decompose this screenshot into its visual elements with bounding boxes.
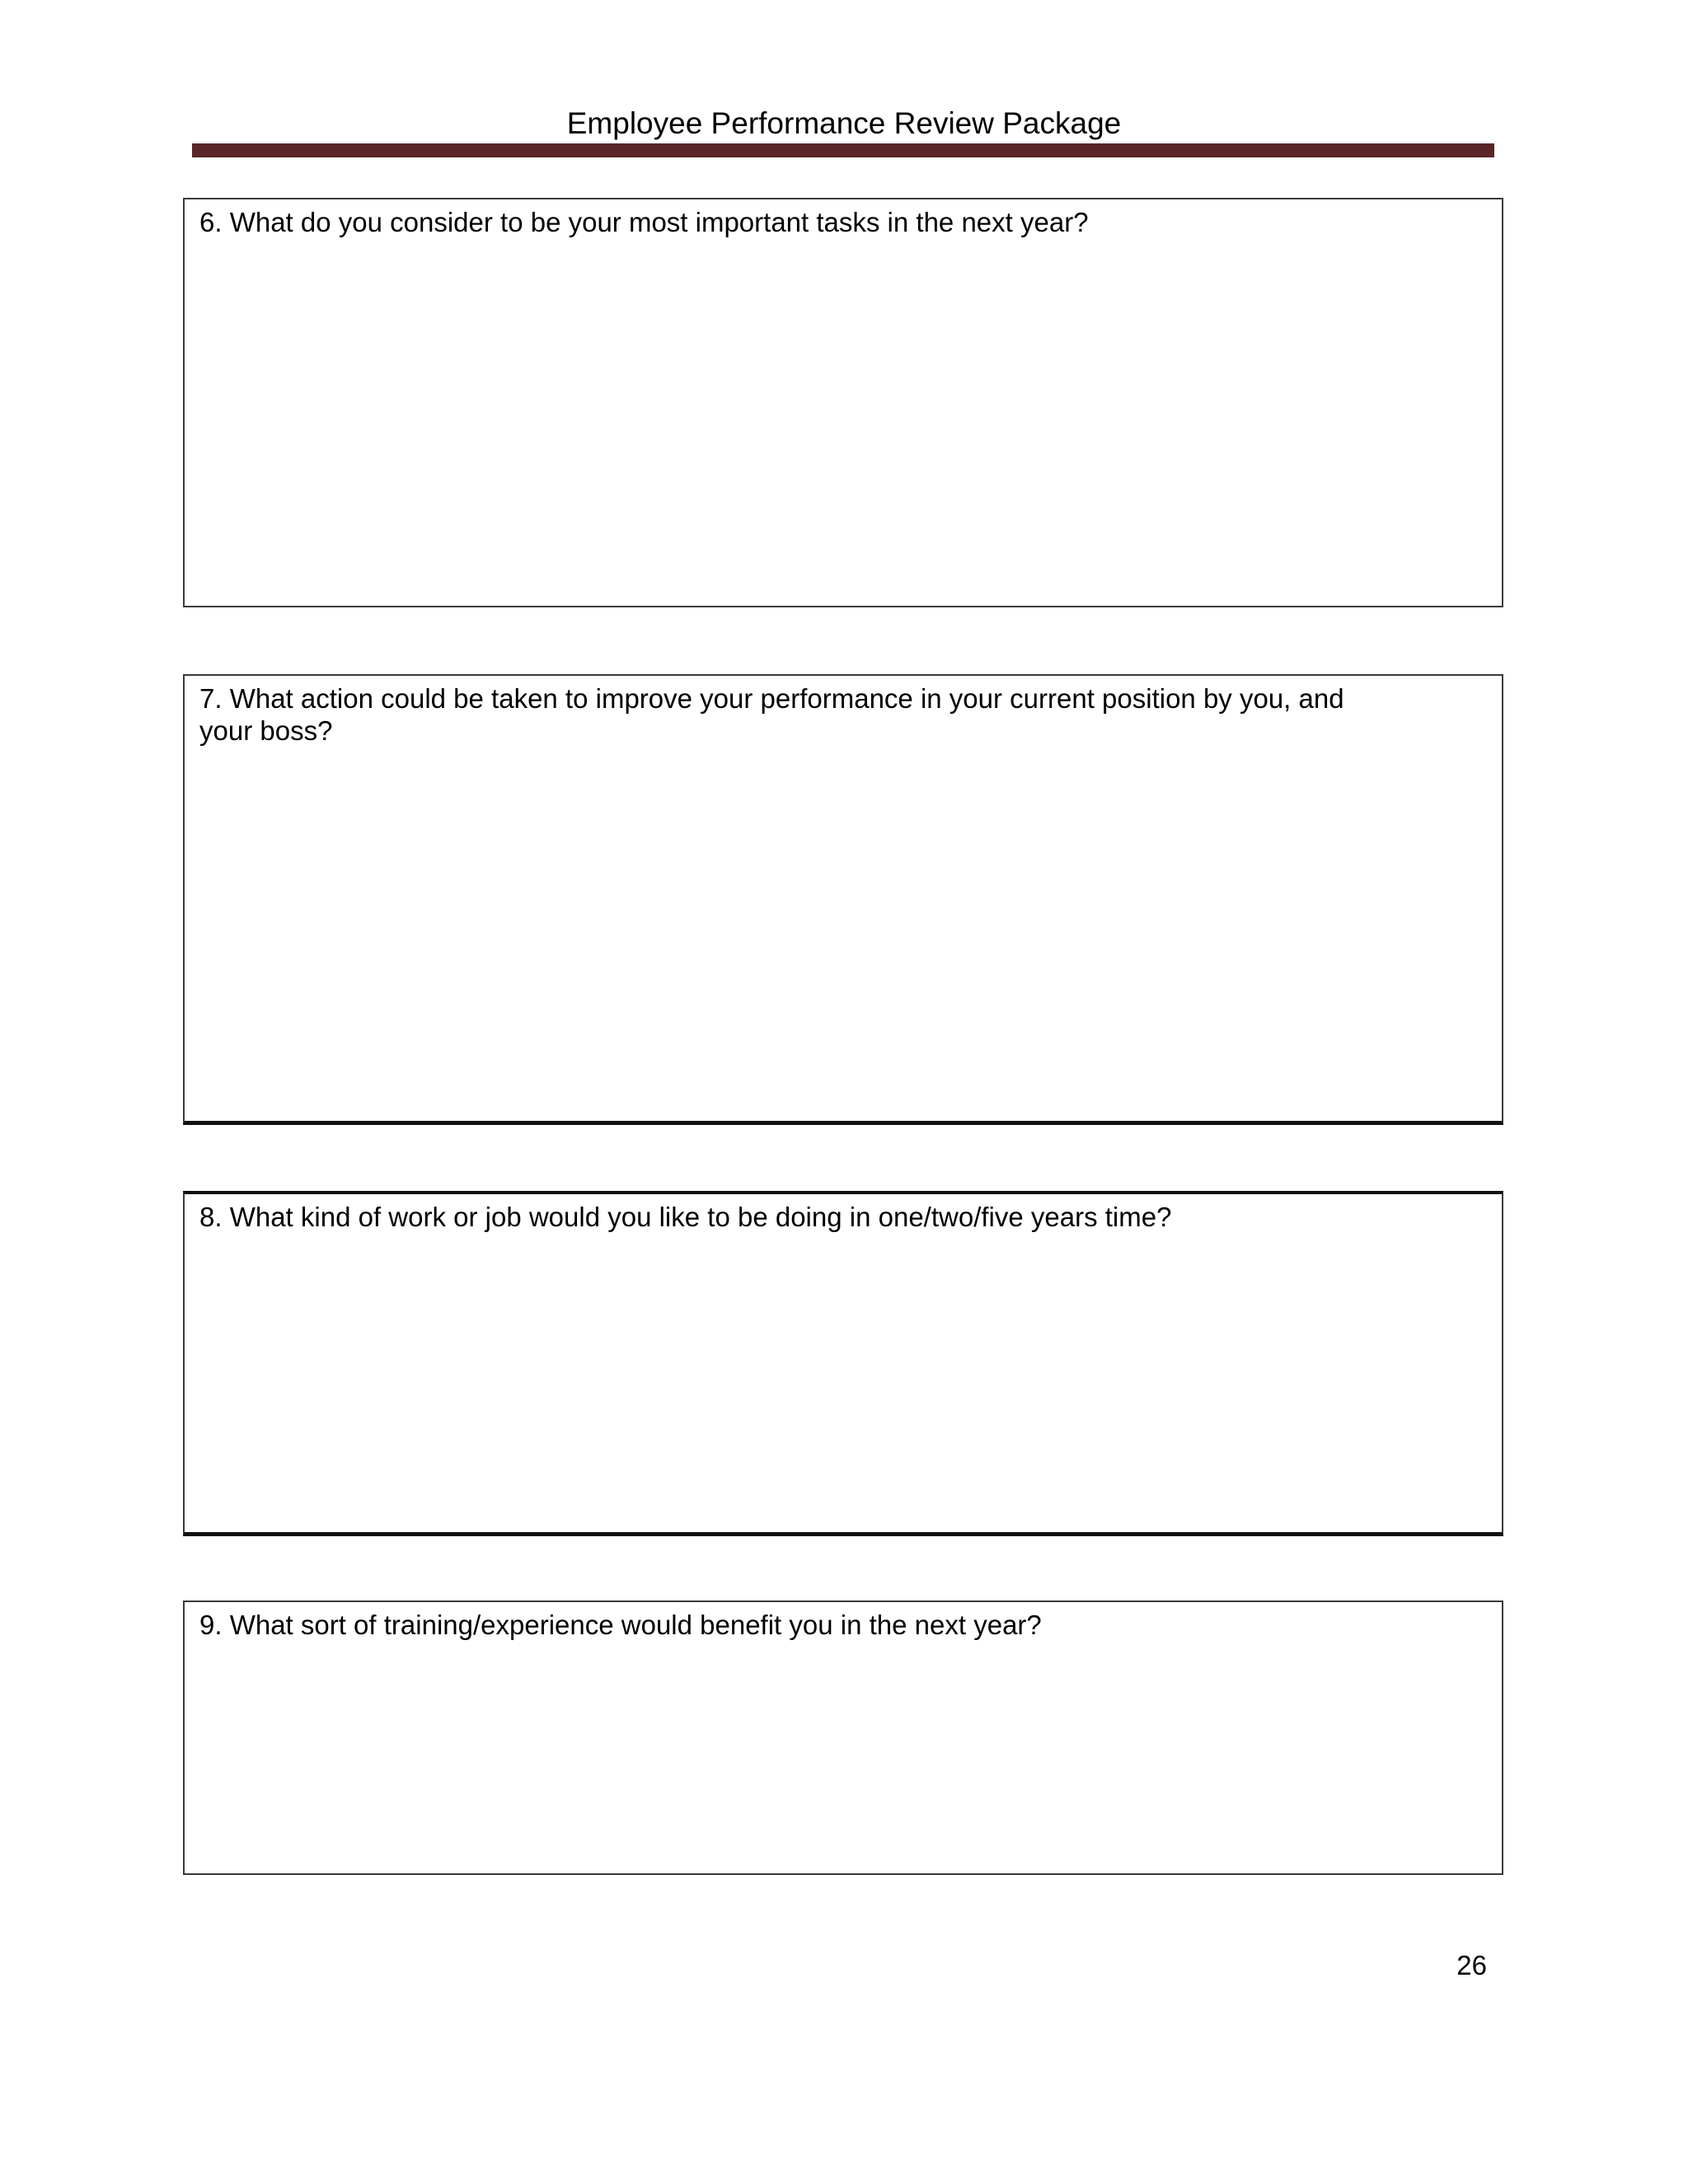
question-7-label: 7. What action could be taken to improve your performance in your current position by you, and your boss? [199, 683, 1344, 746]
page-title: Employee Performance Review Package [566, 106, 1122, 140]
question-9-label: 9. What sort of training/experience would benefit you in the next year? [199, 1610, 1042, 1640]
question-6-label: 6. What do you consider to be your most important tasks in the next year? [199, 207, 1089, 237]
question-box-7[interactable] [183, 674, 1503, 1125]
question-box-9[interactable] [183, 1601, 1503, 1875]
header-divider [192, 143, 1494, 157]
question-8-label: 8. What kind of work or job would you like to be doing in one/two/five years time? [199, 1202, 1172, 1232]
page-number: 26 [1456, 1950, 1487, 1980]
question-box-8[interactable] [183, 1191, 1503, 1536]
question-box-6[interactable] [183, 198, 1503, 607]
